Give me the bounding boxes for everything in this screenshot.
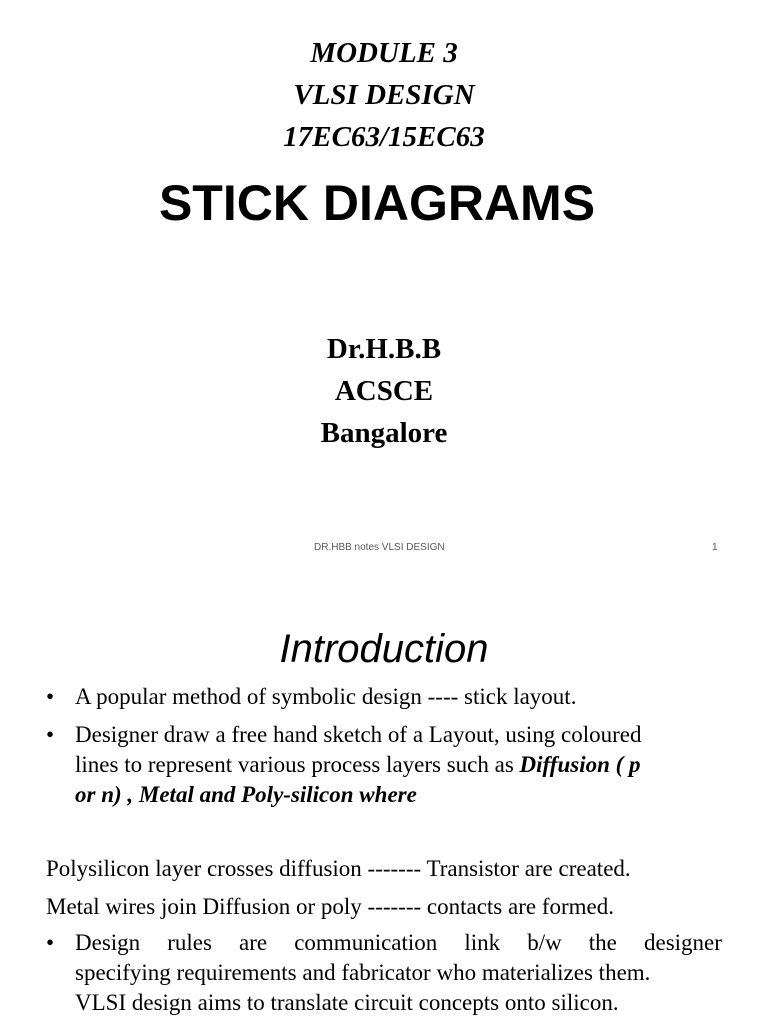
- paragraph-metal: Metal wires join Diffusion or poly ------- contacts are formed.: [46, 894, 615, 919]
- bullet-text: A popular method of symbolic design ---- stick layout.: [75, 684, 577, 709]
- word: are: [239, 930, 268, 955]
- module-number: MODULE 3: [310, 37, 458, 69]
- bullet-text-line: [75, 928, 722, 958]
- module-heading: [0, 32, 768, 158]
- word: the: [588, 930, 617, 955]
- bullet-text-line: [75, 750, 722, 780]
- institution: ACSCE: [334, 375, 434, 407]
- bullet-text-line: Designer draw a free hand sketch of a Layout, using coloured: [75, 722, 642, 747]
- bullet-text-line: specifying requirements and fabricator who materializes them.: [75, 960, 651, 985]
- word: b/w: [527, 930, 562, 955]
- city: Bangalore: [320, 417, 448, 449]
- bullet-dot: •: [46, 684, 55, 709]
- footer-text: DR.HBB notes VLSI DESIGN: [314, 542, 445, 553]
- paragraph-polysilicon: Polysilicon layer crosses diffusion ------- Transistor are created.: [46, 856, 631, 881]
- intro-title: Introduction: [279, 627, 489, 671]
- word: designer: [643, 930, 722, 955]
- introduction-slide: [0, 566, 768, 1024]
- word: link: [464, 930, 501, 955]
- page-number: 1: [712, 542, 718, 553]
- bullet-dot: •: [46, 722, 55, 747]
- slide-title: STICK DIAGRAMS: [158, 175, 596, 231]
- word: rules: [167, 930, 212, 955]
- course-name: VLSI DESIGN: [293, 79, 475, 111]
- word: Design: [75, 930, 141, 955]
- bullet-dot: •: [46, 930, 55, 955]
- bullet-text-line: VLSI design aims to translate circuit concepts onto silicon.: [75, 990, 619, 1015]
- bullet-text-plain: lines to represent various process layers such as: [75, 752, 520, 777]
- word: communication: [294, 930, 438, 955]
- author-name: Dr.H.B.B: [326, 333, 442, 365]
- emphasis-text: Diffusion ( p: [519, 752, 641, 777]
- emphasis-text: or n) , Metal and Poly-silicon where: [75, 782, 417, 807]
- author-block: [0, 328, 768, 454]
- course-code: 17EC63/15EC63: [283, 121, 485, 153]
